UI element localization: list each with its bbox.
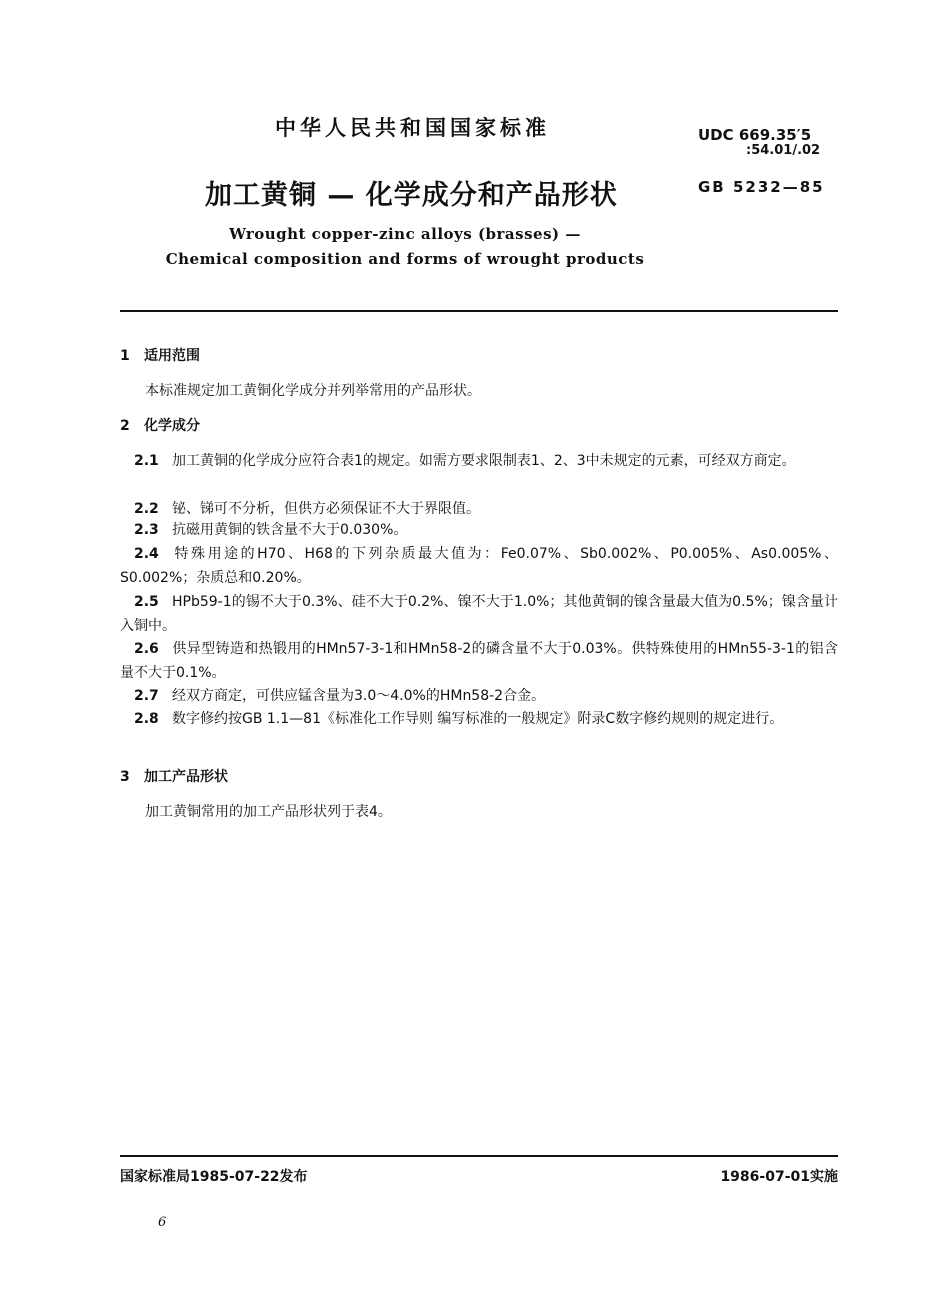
clause-text: 数字修约按GB 1.1—81《标准化工作导则 编写标准的一般规定》附录C数字修约规则的规定进行。: [172, 711, 784, 727]
udc-line-1: UDC 669.35′5: [698, 126, 812, 144]
gb-standard-code: GB 5232—85: [698, 178, 825, 196]
section-title: 加工产品形状: [144, 769, 228, 785]
section-3-text: 加工黄铜常用的加工产品形状列于表4。: [145, 804, 392, 820]
section-number: 1: [120, 348, 130, 364]
national-standard-heading: 中华人民共和国国家标准: [275, 116, 550, 140]
section-title: 化学成分: [144, 418, 200, 434]
clause-number: 2.2: [134, 501, 159, 517]
clause-2-4: [120, 542, 838, 590]
clause-number: 2.4: [134, 546, 159, 562]
header-divider: [120, 310, 838, 312]
clause-text: 加工黄铜的化学成分应符合表1的规定。如需方要求限制表1、2、3中未规定的元素，可经双方商定。: [172, 453, 796, 469]
section-number: 2: [120, 418, 130, 434]
clause-2-3: [120, 518, 838, 542]
clause-number: 2.8: [134, 711, 159, 727]
document-title-cn: 加工黄铜 — 化学成分和产品形状: [205, 180, 618, 211]
section-1-heading: [120, 345, 200, 365]
title-en-line-2: Chemical composition and forms of wrought products: [165, 250, 645, 268]
udc-line-2: :54.01/.02: [746, 143, 821, 158]
effective-date: 1986-07-01实施: [720, 1169, 838, 1185]
clause-2-7: [120, 684, 838, 708]
section-3-heading: [120, 766, 228, 786]
clause-number: 2.7: [134, 688, 159, 704]
clause-number: 2.3: [134, 522, 159, 538]
issue-date: 国家标准局1985-07-22发布: [120, 1169, 308, 1185]
section-1-text: 本标准规定加工黄铜化学成分并列举常用的产品形状。: [145, 383, 481, 399]
clause-2-6: [120, 637, 838, 685]
title-en-line-1: Wrought copper-zinc alloys (brasses) —: [229, 225, 581, 243]
footer-divider: [120, 1155, 838, 1157]
clause-text: 经双方商定，可供应锰含量为3.0～4.0%的HMn58-2合金。: [172, 688, 546, 704]
clause-number: 2.1: [134, 453, 159, 469]
clause-text: 抗磁用黄铜的铁含量不大于0.030%。: [172, 522, 408, 538]
section-2-heading: [120, 415, 200, 435]
clause-number: 2.5: [134, 594, 159, 610]
clause-text: 铋、锑可不分析，但供方必须保证不大于界限值。: [172, 501, 480, 517]
clause-2-8: [120, 707, 838, 731]
section-number: 3: [120, 769, 130, 785]
clause-2-1: [120, 449, 838, 473]
udc-code: [698, 127, 820, 159]
page-number: 6: [158, 1215, 167, 1230]
clause-text: HPb59-1的锡不大于0.3%、硅不大于0.2%、镍不大于1.0%；其他黄铜的镍含量最大值为0.5%；镍含量计入铜中。: [120, 594, 838, 634]
clause-text: 供异型铸造和热锻用的HMn57-3-1和HMn58-2的磷含量不大于0.03%。供特殊使用的HMn55-3-1的铝含量不大于0.1%。: [120, 641, 838, 681]
clause-2-5: [120, 590, 838, 638]
clause-number: 2.6: [134, 641, 159, 657]
document-title-en: [120, 222, 690, 272]
clause-text: 特殊用途的H70、H68的下列杂质最大值为：Fe0.07%、Sb0.002%、P0.005%、As0.005%、S0.002%；杂质总和0.20%。: [120, 546, 838, 586]
section-title: 适用范围: [144, 348, 200, 364]
